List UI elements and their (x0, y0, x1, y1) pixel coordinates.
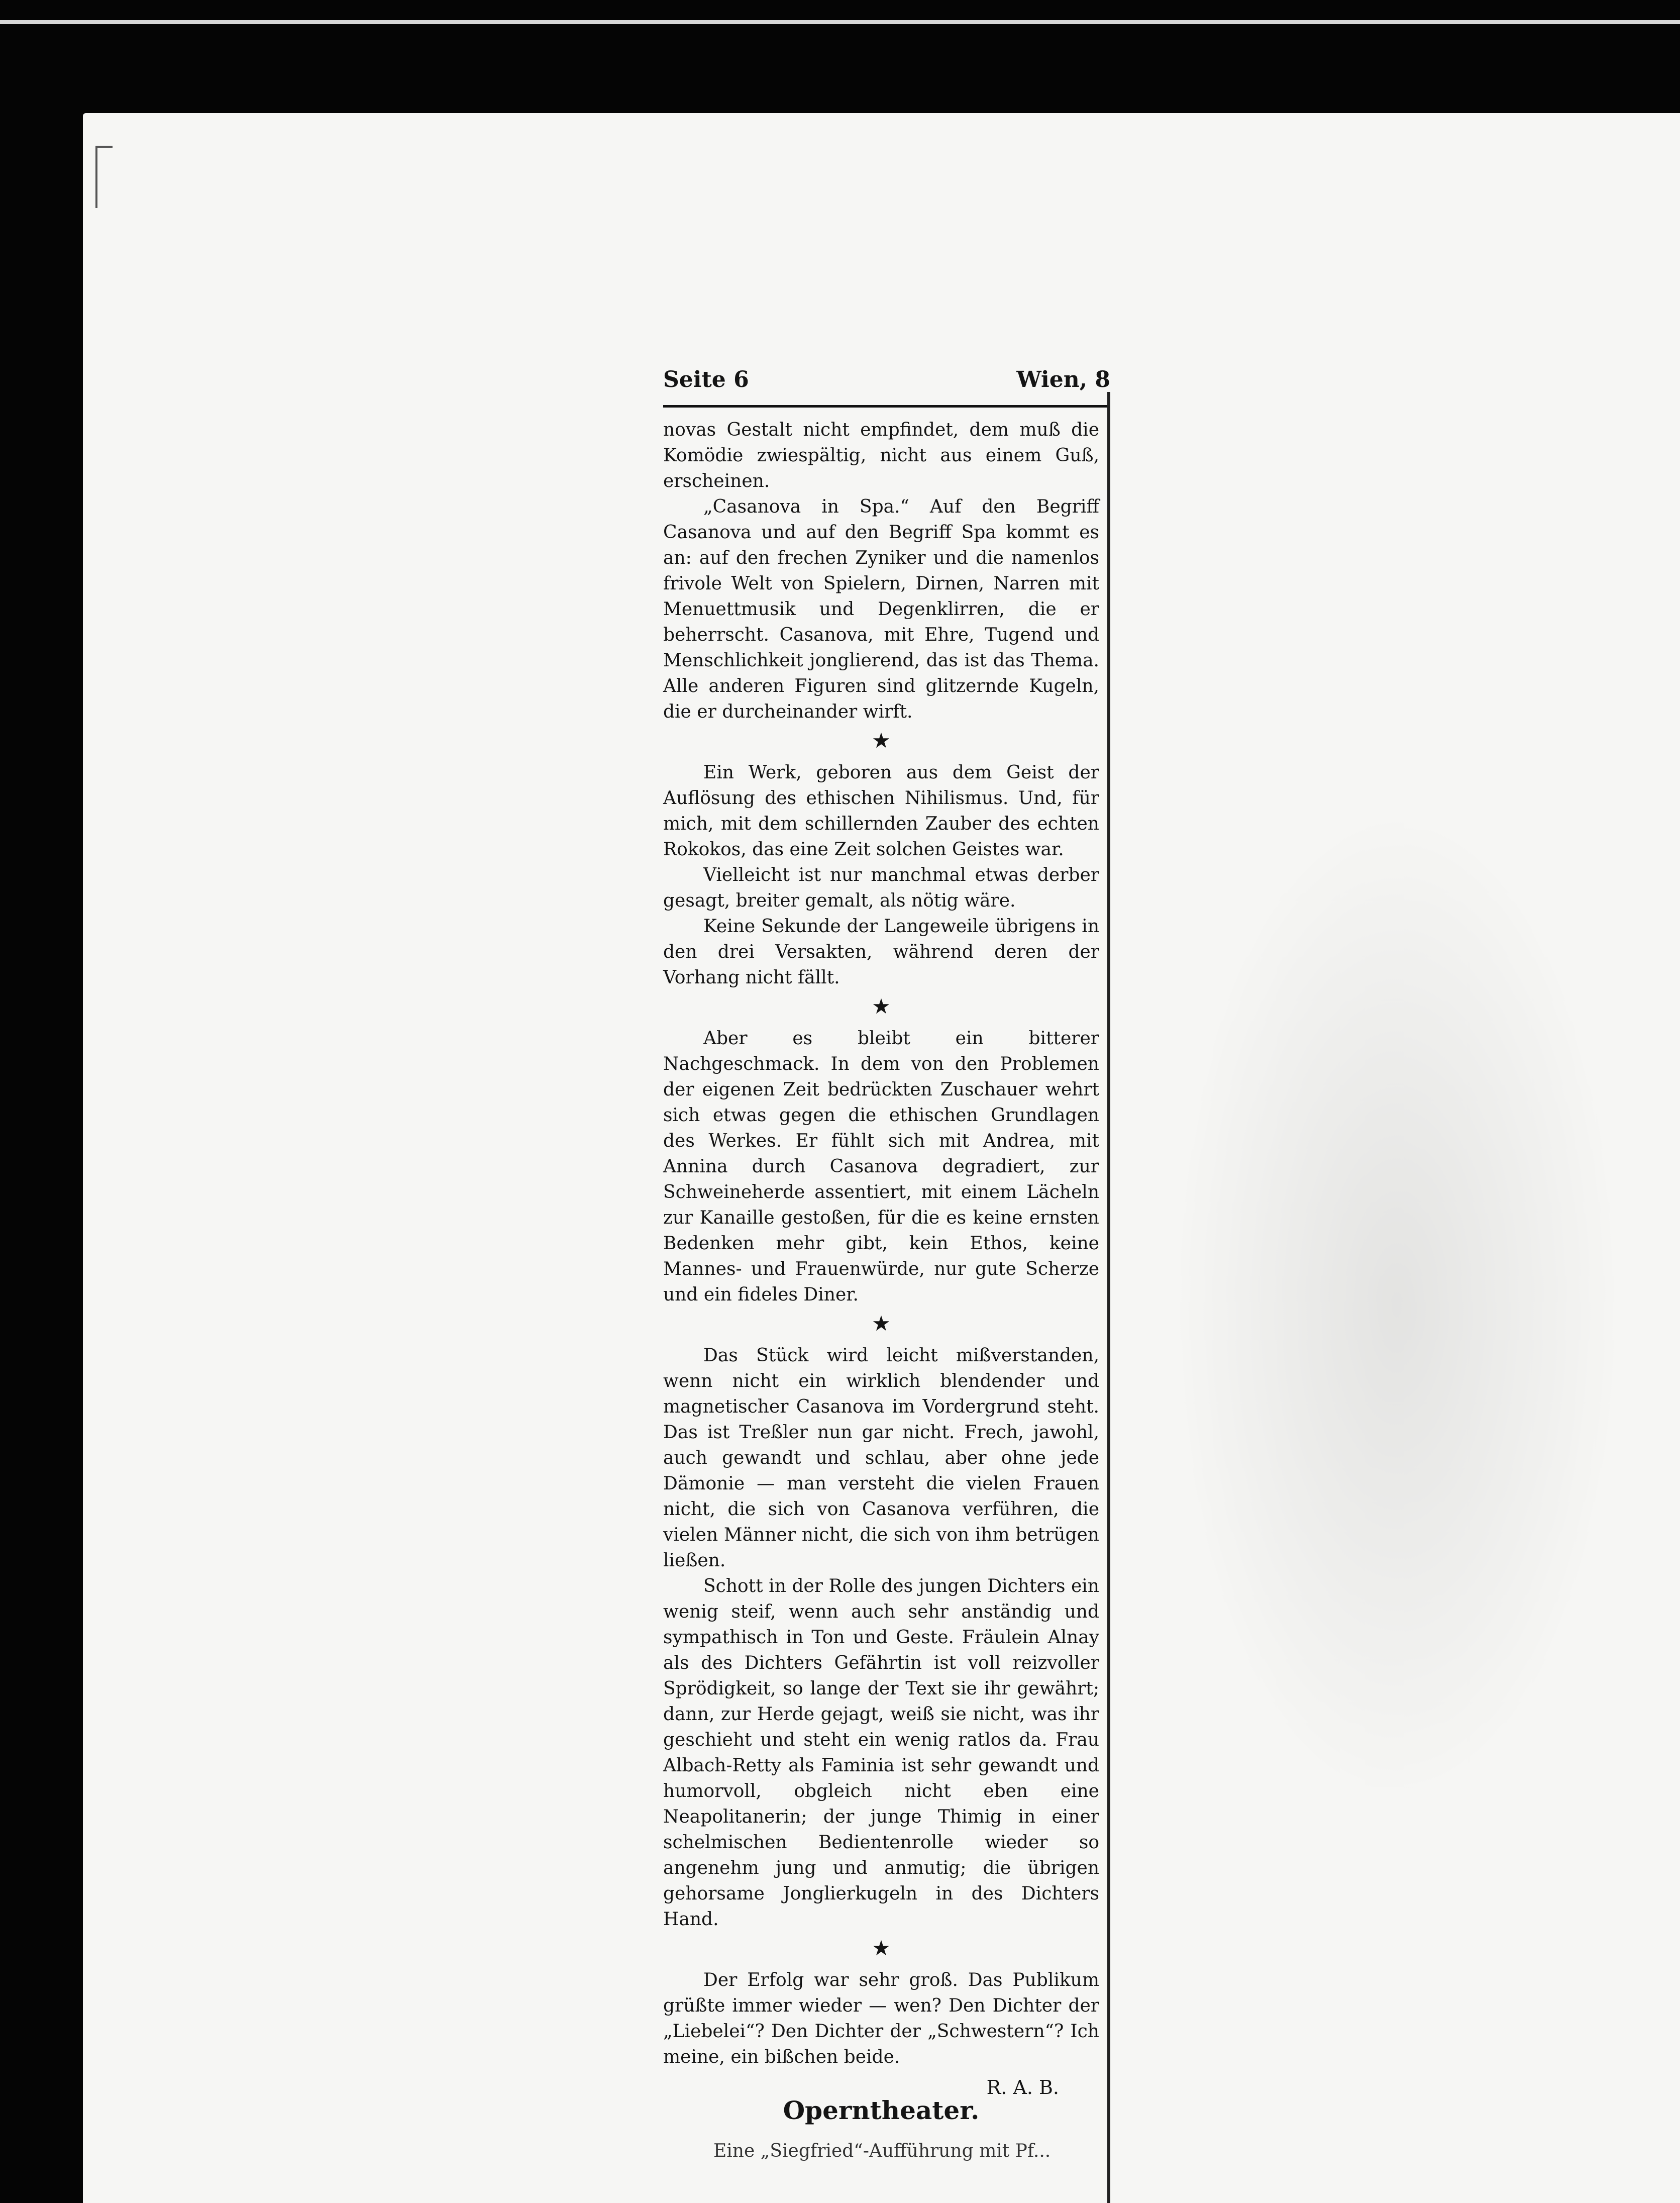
scan-top-edge (0, 20, 1680, 24)
star-separator-4: ★ (872, 1936, 891, 1960)
header-rule (663, 405, 1110, 408)
newspaper-clipping (663, 362, 1110, 2203)
column-rule (1107, 392, 1110, 2203)
paragraph-9: Der Erfolg war sehr groß. Das Publikum grüßte immer wieder — wen? Den Dichter der „Liebelei“? Den Dichter der „Schwestern“? Ich meine, ein bißchen beide. (663, 1970, 1099, 2067)
star-separator-1: ★ (872, 728, 891, 753)
paragraph-6: Aber es bleibt ein bitterer Nachgeschmack. In dem von den Problemen der eigenen Zeit bedrückten Zuschauer wehrt sich etwas gegen die ethischen Grundlagen des Werkes. Er fühlt sich mit Andrea, mit Annina durch Casanova degradiert, zur Schweineherde assentiert, mit einem Lächeln zur Kanaille gestoßen, für die es keine ernsten Bedenken mehr gibt, kein Ethos, keine Mannes- und Frauenwürde, nur gute Scherze und ein fideles Diner. (663, 1028, 1099, 1305)
page-number-label: Seite 6 (663, 366, 749, 392)
clipping-header (663, 362, 1110, 397)
star-separator-2: ★ (872, 994, 891, 1019)
place-date-label: Wien, 8 (1016, 366, 1110, 392)
paragraph-2: „Casanova in Spa.“ Auf den Begriff Casanova und auf den Begriff Spa kommt es an: auf den frechen Zyniker und die namenlos frivole Welt von Spielern, Dirnen, Narren mit Menuettmusik und Degenklirren, die er beherrscht. Casanova, mit Ehre, Tugend und Menschlichkeit jonglierend, das ist das Thema. Alle anderen Figuren sind glitzernde Kugeln, die er durcheinander wirft. (663, 496, 1099, 722)
paragraph-3: Ein Werk, geboren aus dem Geist der Auflösung des ethischen Nihilismus. Und, für mich, mit dem schillernden Zauber des echten Rokokos, das eine Zeit solchen Geistes war. (663, 762, 1099, 860)
paper-stain (1171, 804, 1623, 1809)
paragraph-5: Keine Sekunde der Langeweile übrigens in den drei Versakten, während deren der Vorhang nicht fällt. (663, 916, 1099, 988)
paragraph-7: Das Stück wird leicht mißverstanden, wenn nicht ein wirklich blendender und magnetischer Casanova im Vordergrund steht. Das ist Treßler nun gar nicht. Frech, jawohl, auch gewandt und schlau, aber ohne jede Dämonie — man versteht die vielen Frauen nicht, die sich von Casanova verführen, die vielen Männer nicht, die sich von ihm betrügen ließen. (663, 1345, 1099, 1571)
author-signature: R. A. B. (986, 2076, 1059, 2098)
paragraph-4: Vielleicht ist nur manchmal etwas derber gesagt, breiter gemalt, als nötig wäre. (663, 865, 1099, 911)
star-separator-3: ★ (872, 1311, 891, 1336)
paragraph-8: Schott in der Rolle des jungen Dichters ein wenig steif, wenn auch sehr anständig und sympathisch in Ton und Geste. Fräulein Alnay als des Dichters Gefährtin ist voll reizvoller Sprödigkeit, so lange der Text sie ihr gewährt; dann, zur Herde gejagt, weiß sie nicht, was ihr geschieht und steht ein wenig ratlos da. Frau Albach-Retty als Faminia ist sehr gewandt und humorvoll, obgleich nicht eben eine Neapolitanerin; der junge Thimig in einer schelmischen Bedientenrolle wieder so angenehm jung und anmutig; die übrigen gehorsame Jonglierkugeln in des Dichters Hand. (663, 1576, 1099, 1930)
next-article-heading: Operntheater. (783, 2095, 980, 2125)
review-article (663, 417, 1099, 2100)
next-article-fragment: Eine „Siegfried“-Aufführung mit Pf... (713, 2141, 1051, 2161)
paragraph-1: novas Gestalt nicht empfindet, dem muß die Komödie zwiespältig, nicht aus einem Guß, erscheinen. (663, 420, 1099, 491)
corner-bracket-mark (95, 146, 113, 208)
